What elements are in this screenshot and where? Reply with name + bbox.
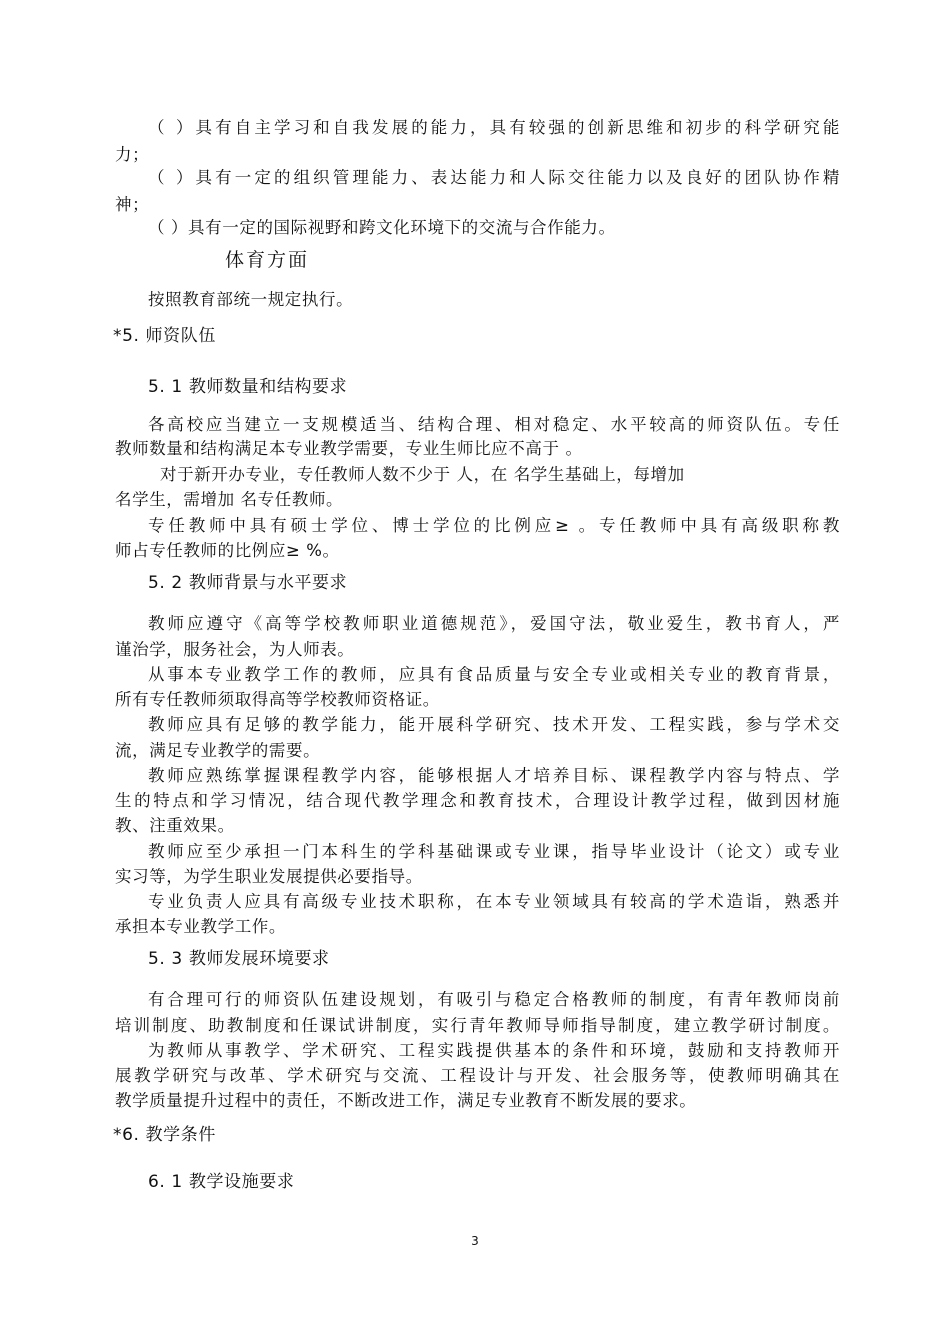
page-number: 3 (471, 1234, 479, 1248)
section-heading: 体育方面 (225, 249, 310, 271)
text-line: 神； (115, 195, 150, 214)
text-line: 从事本专业教学工作的教师，应具有食品质量与安全专业或相关专业的教育背景， (148, 665, 840, 684)
text-line: 师占专任教师的比例应≥ %。 (115, 541, 340, 560)
text-line: 教师应熟练掌握课程教学内容，能够根据人才培养目标、课程教学内容与特点、学 (148, 766, 840, 785)
text-line: 各高校应当建立一支规模适当、结构合理、相对稳定、水平较高的师资队伍。专任 (148, 415, 840, 434)
text-line: 流，满足专业教学的需要。 (115, 741, 321, 760)
text-line: （ ）具有一定的组织管理能力、表达能力和人际交往能力以及良好的团队协作精 (148, 168, 840, 187)
text-line: 为教师从事教学、学术研究、工程实践提供基本的条件和环境，鼓励和支持教师开 (148, 1041, 840, 1060)
subsection-heading: 6. 1 教学设施要求 (148, 1172, 295, 1192)
text-line: 名学生，需增加 名专任教师。 (115, 490, 344, 509)
section-heading: *6. 教学条件 (113, 1125, 216, 1145)
text-line: 实习等，为学生职业发展提供必要指导。 (115, 867, 423, 886)
text-line: 教师数量和结构满足本专业教学需要，专业生师比应不高于 。 (115, 439, 583, 458)
subsection-heading: 5. 2 教师背景与水平要求 (148, 573, 348, 593)
text-line: 力； (115, 145, 150, 164)
text-line: 有合理可行的师资队伍建设规划，有吸引与稳定合格教师的制度，有青年教师岗前 (148, 990, 840, 1009)
text-line: 展教学研究与改革、学术研究与交流、工程设计与开发、社会服务等，使教师明确其在 (115, 1066, 840, 1085)
text-line: 按照教育部统一规定执行。 (148, 290, 354, 309)
subsection-heading: 5. 3 教师发展环境要求 (148, 949, 330, 969)
text-line: 专业负责人应具有高级专业技术职称，在本专业领域具有较高的学术造诣，熟悉并 (148, 892, 840, 911)
text-line: （ ）具有自主学习和自我发展的能力，具有较强的创新思维和初步的科学研究能 (148, 118, 840, 137)
text-line: 教学质量提升过程中的责任，不断改进工作，满足专业教育不断发展的要求。 (115, 1091, 697, 1110)
text-line: 谨治学，服务社会，为人师表。 (115, 640, 355, 659)
text-line: 专任教师中具有硕士学位、博士学位的比例应≥ 。专任教师中具有高级职称教 (148, 516, 840, 535)
text-line: 教、注重效果。 (115, 816, 235, 835)
text-line: 所有专任教师须取得高等学校教师资格证。 (115, 690, 440, 709)
subsection-heading: 5. 1 教师数量和结构要求 (148, 377, 348, 397)
text-line: 教师应遵守《高等学校教师职业道德规范》，爱国守法，敬业爱生，教书育人，严 (148, 614, 840, 633)
section-heading: *5. 师资队伍 (113, 326, 216, 346)
text-line: 生的特点和学习情况，结合现代教学理念和教育技术，合理设计教学过程，做到因材施 (115, 791, 840, 810)
text-line: （ ）具有一定的国际视野和跨文化环境下的交流与合作能力。 (148, 218, 616, 237)
text-line: 承担本专业教学工作。 (115, 917, 286, 936)
text-line: 培训制度、助教制度和任课试讲制度，实行青年教师导师指导制度，建立教学研讨制度。 (115, 1016, 840, 1035)
text-line: 教师应至少承担一门本科生的学科基础课或专业课，指导毕业设计（论文）或专业 (148, 842, 840, 861)
text-line: 对于新开办专业，专任教师人数不少于 人，在 名学生基础上，每增加 (160, 465, 685, 484)
text-line: 教师应具有足够的教学能力，能开展科学研究、技术开发、工程实践，参与学术交 (148, 715, 840, 734)
